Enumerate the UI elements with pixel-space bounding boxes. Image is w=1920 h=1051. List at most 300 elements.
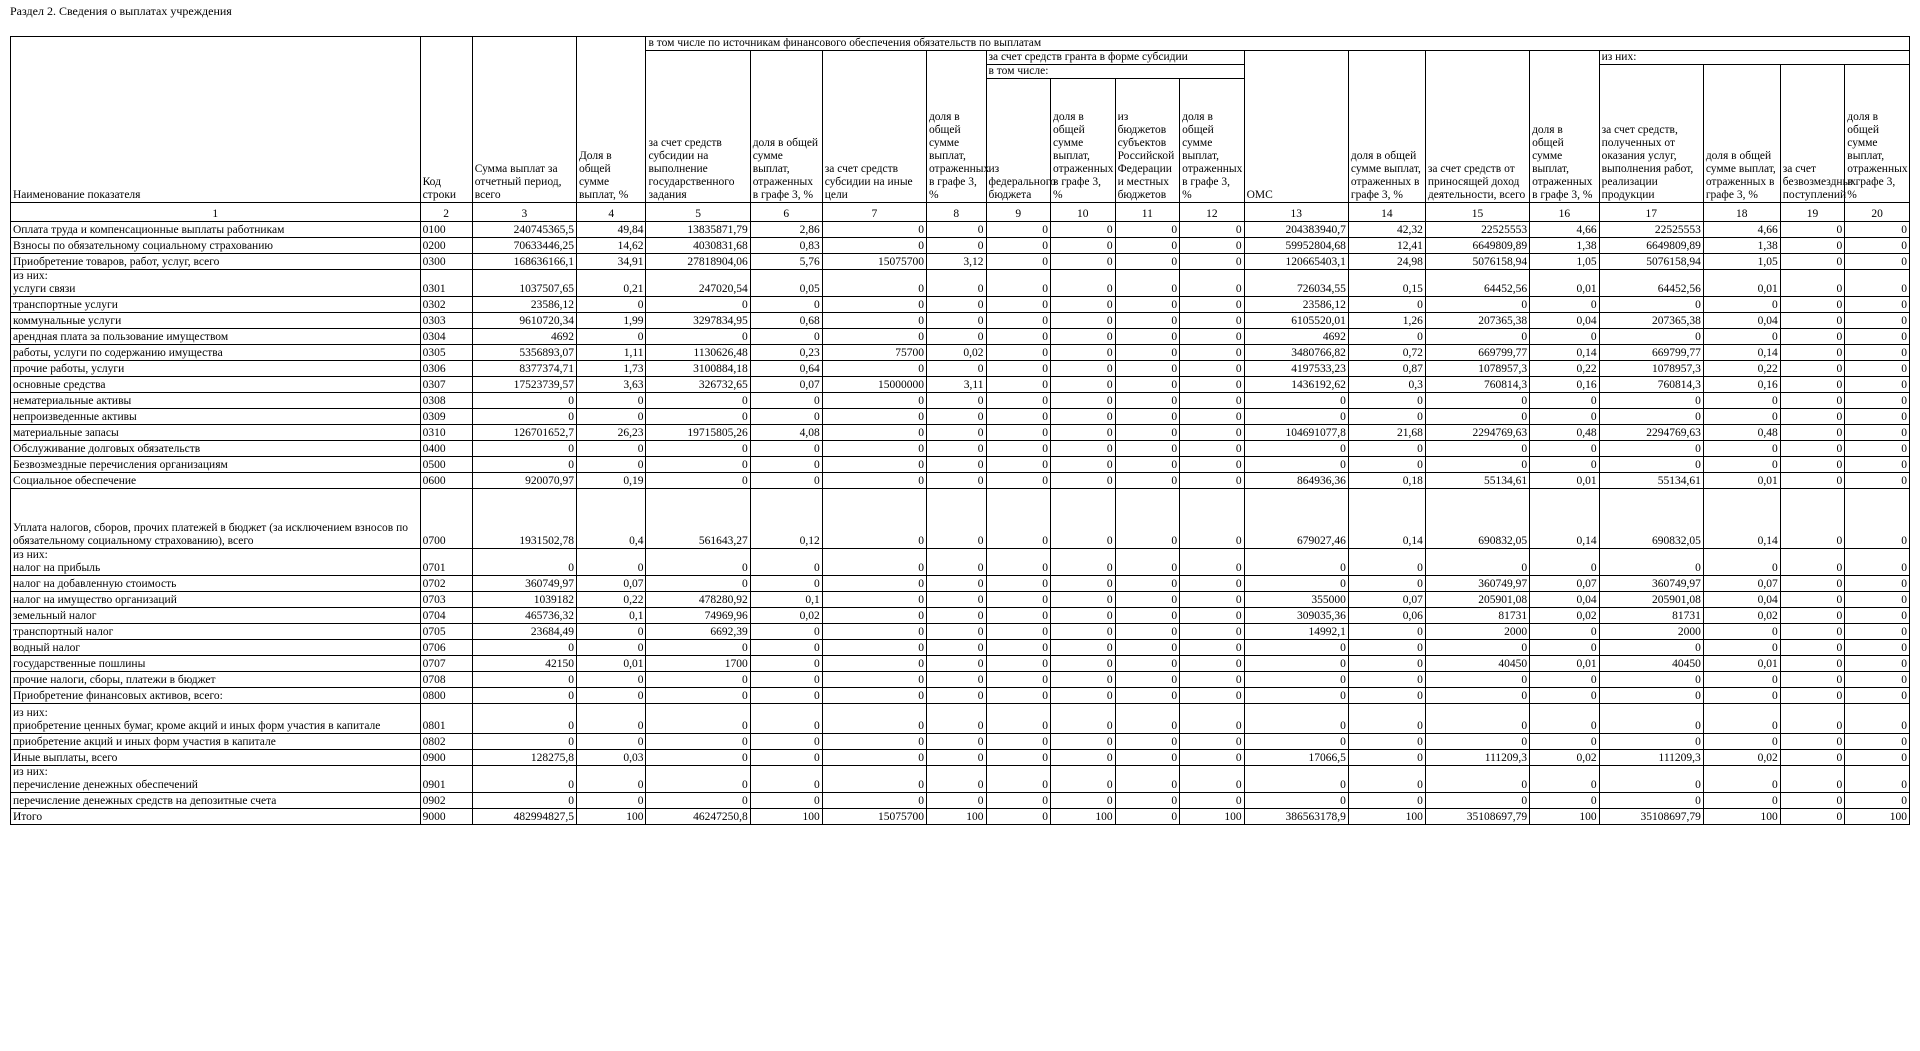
cell-col-13: 0 xyxy=(1244,640,1348,656)
row-name xyxy=(11,608,421,624)
cell-col-9: 0 xyxy=(986,329,1051,345)
cell-col-15: 1078957,3 xyxy=(1425,361,1529,377)
cell-col-4: 100 xyxy=(576,809,646,825)
cell-col-12: 0 xyxy=(1180,297,1245,313)
cell-col-4: 1,99 xyxy=(576,313,646,329)
cell-col-6: 0 xyxy=(750,688,822,704)
cell-col-5: 0 xyxy=(646,793,750,809)
cell-col-12: 0 xyxy=(1180,576,1245,592)
cell-col-15: 81731 xyxy=(1425,608,1529,624)
table-row xyxy=(11,254,1910,270)
cell-col-20: 0 xyxy=(1845,704,1910,734)
cell-col-14: 0 xyxy=(1348,640,1425,656)
row-code: 0707 xyxy=(420,656,472,672)
cell-col-6: 0,02 xyxy=(750,608,822,624)
cell-col-19: 0 xyxy=(1780,576,1845,592)
cell-col-19: 0 xyxy=(1780,640,1845,656)
cell-col-17: 690832,05 xyxy=(1599,489,1703,549)
cell-col-20: 0 xyxy=(1845,313,1910,329)
row-label: приобретение акций и иных форм участия в капитале xyxy=(13,736,276,748)
cell-col-4: 0 xyxy=(576,793,646,809)
cell-col-15: 360749,97 xyxy=(1425,576,1529,592)
cell-col-4: 0 xyxy=(576,734,646,750)
cell-col-4: 0 xyxy=(576,704,646,734)
row-name xyxy=(11,345,421,361)
cell-col-8: 0 xyxy=(926,672,986,688)
cell-col-14: 0 xyxy=(1348,297,1425,313)
cell-col-16: 0 xyxy=(1530,624,1600,640)
cell-col-9: 0 xyxy=(986,270,1051,297)
row-name xyxy=(11,238,421,254)
cell-col-8: 0 xyxy=(926,238,986,254)
cell-col-15: 0 xyxy=(1425,793,1529,809)
cell-col-5: 74969,96 xyxy=(646,608,750,624)
header-code: Код строки xyxy=(420,37,472,203)
cell-col-10: 0 xyxy=(1051,254,1116,270)
cell-col-8: 0 xyxy=(926,750,986,766)
cell-col-16: 0,01 xyxy=(1530,656,1600,672)
cell-col-17: 5076158,94 xyxy=(1599,254,1703,270)
cell-col-15: 207365,38 xyxy=(1425,313,1529,329)
cell-col-18: 0,01 xyxy=(1703,270,1780,297)
cell-col-15: 0 xyxy=(1425,734,1529,750)
cell-col-8: 0 xyxy=(926,549,986,576)
cell-col-19: 0 xyxy=(1780,425,1845,441)
cell-col-14: 0 xyxy=(1348,734,1425,750)
cell-col-7: 0 xyxy=(822,576,926,592)
cell-col-15: 2294769,63 xyxy=(1425,425,1529,441)
table-row xyxy=(11,592,1910,608)
cell-col-5: 1700 xyxy=(646,656,750,672)
cell-col-11: 0 xyxy=(1115,809,1180,825)
cell-col-6: 0,05 xyxy=(750,270,822,297)
cell-col-20: 0 xyxy=(1845,672,1910,688)
row-code: 0705 xyxy=(420,624,472,640)
cell-col-19: 0 xyxy=(1780,441,1845,457)
table-row xyxy=(11,809,1910,825)
cell-col-20: 0 xyxy=(1845,592,1910,608)
cell-col-20: 0 xyxy=(1845,297,1910,313)
cell-col-7: 0 xyxy=(822,329,926,345)
cell-col-15: 0 xyxy=(1425,441,1529,457)
cell-col-17: 669799,77 xyxy=(1599,345,1703,361)
header-grant: за счет средств гранта в форме субсидии xyxy=(986,51,1244,65)
row-label: прочие налоги, сборы, платежи в бюджет xyxy=(13,674,216,686)
cell-col-6: 4,08 xyxy=(750,425,822,441)
cell-col-15: 0 xyxy=(1425,409,1529,425)
cell-col-3: 0 xyxy=(472,766,576,793)
cell-col-17: 0 xyxy=(1599,457,1703,473)
cell-col-11: 0 xyxy=(1115,750,1180,766)
cell-col-13: 0 xyxy=(1244,409,1348,425)
cell-col-12: 0 xyxy=(1180,457,1245,473)
cell-col-20: 0 xyxy=(1845,361,1910,377)
cell-col-12: 0 xyxy=(1180,329,1245,345)
cell-col-11: 0 xyxy=(1115,441,1180,457)
cell-col-8: 0 xyxy=(926,409,986,425)
cell-col-19: 0 xyxy=(1780,489,1845,549)
cell-col-16: 0,01 xyxy=(1530,473,1600,489)
cell-col-7: 0 xyxy=(822,361,926,377)
table-row xyxy=(11,549,1910,576)
table-row xyxy=(11,441,1910,457)
cell-col-17: 0 xyxy=(1599,688,1703,704)
cell-col-10: 0 xyxy=(1051,489,1116,549)
column-number: 17 xyxy=(1599,203,1703,222)
cell-col-7: 0 xyxy=(822,441,926,457)
cell-col-3: 920070,97 xyxy=(472,473,576,489)
cell-col-14: 0,3 xyxy=(1348,377,1425,393)
cell-col-11: 0 xyxy=(1115,345,1180,361)
cell-col-13: 0 xyxy=(1244,672,1348,688)
cell-col-18: 0,22 xyxy=(1703,361,1780,377)
cell-col-6: 0 xyxy=(750,409,822,425)
cell-col-11: 0 xyxy=(1115,313,1180,329)
cell-col-14: 0 xyxy=(1348,624,1425,640)
cell-col-5: 0 xyxy=(646,473,750,489)
cell-col-6: 0 xyxy=(750,750,822,766)
cell-col-20: 0 xyxy=(1845,793,1910,809)
cell-col-18: 0,16 xyxy=(1703,377,1780,393)
cell-col-18: 0,14 xyxy=(1703,489,1780,549)
cell-col-16: 0,14 xyxy=(1530,345,1600,361)
cell-col-10: 0 xyxy=(1051,793,1116,809)
cell-col-16: 0 xyxy=(1530,704,1600,734)
cell-col-9: 0 xyxy=(986,425,1051,441)
row-name xyxy=(11,270,421,297)
table-row xyxy=(11,672,1910,688)
cell-col-18: 0,48 xyxy=(1703,425,1780,441)
cell-col-17: 0 xyxy=(1599,704,1703,734)
column-number: 10 xyxy=(1051,203,1116,222)
row-code: 9000 xyxy=(420,809,472,825)
cell-col-3: 8377374,71 xyxy=(472,361,576,377)
cell-col-18: 0 xyxy=(1703,734,1780,750)
cell-col-12: 0 xyxy=(1180,672,1245,688)
cell-col-18: 0 xyxy=(1703,640,1780,656)
header-name: Наименование показателя xyxy=(11,37,421,203)
cell-col-5: 0 xyxy=(646,297,750,313)
cell-col-15: 690832,05 xyxy=(1425,489,1529,549)
cell-col-12: 0 xyxy=(1180,640,1245,656)
row-name xyxy=(11,793,421,809)
header-share-8: доля в общей сумме выплат, отраженных в графе 3, % xyxy=(926,51,986,203)
cell-col-18: 0 xyxy=(1703,704,1780,734)
cell-col-13: 204383940,7 xyxy=(1244,222,1348,238)
cell-col-8: 0 xyxy=(926,624,986,640)
cell-col-13: 0 xyxy=(1244,549,1348,576)
row-code: 0303 xyxy=(420,313,472,329)
cell-col-18: 0 xyxy=(1703,672,1780,688)
cell-col-13: 4197533,23 xyxy=(1244,361,1348,377)
cell-col-17: 205901,08 xyxy=(1599,592,1703,608)
cell-col-11: 0 xyxy=(1115,238,1180,254)
row-code: 0701 xyxy=(420,549,472,576)
table-row xyxy=(11,473,1910,489)
cell-col-6: 0 xyxy=(750,549,822,576)
cell-col-5: 561643,27 xyxy=(646,489,750,549)
row-name xyxy=(11,222,421,238)
header-free: за счет безвозмездных поступлений xyxy=(1780,65,1845,203)
row-label: прочие работы, услуги xyxy=(13,363,125,375)
table-row xyxy=(11,608,1910,624)
row-name xyxy=(11,734,421,750)
cell-col-15: 0 xyxy=(1425,672,1529,688)
cell-col-10: 0 xyxy=(1051,457,1116,473)
cell-col-9: 0 xyxy=(986,688,1051,704)
row-code: 0708 xyxy=(420,672,472,688)
cell-col-18: 0 xyxy=(1703,688,1780,704)
cell-col-3: 1039182 xyxy=(472,592,576,608)
cell-col-7: 15000000 xyxy=(822,377,926,393)
cell-col-14: 42,32 xyxy=(1348,222,1425,238)
cell-col-3: 0 xyxy=(472,441,576,457)
cell-col-17: 64452,56 xyxy=(1599,270,1703,297)
cell-col-11: 0 xyxy=(1115,656,1180,672)
table-row xyxy=(11,457,1910,473)
cell-col-11: 0 xyxy=(1115,640,1180,656)
cell-col-19: 0 xyxy=(1780,222,1845,238)
cell-col-15: 64452,56 xyxy=(1425,270,1529,297)
cell-col-3: 0 xyxy=(472,393,576,409)
cell-col-12: 0 xyxy=(1180,361,1245,377)
cell-col-18: 0 xyxy=(1703,409,1780,425)
cell-col-13: 0 xyxy=(1244,704,1348,734)
row-label: материальные запасы xyxy=(13,427,119,439)
cell-col-6: 0 xyxy=(750,624,822,640)
cell-col-5: 46247250,8 xyxy=(646,809,750,825)
cell-col-15: 0 xyxy=(1425,393,1529,409)
cell-col-13: 0 xyxy=(1244,576,1348,592)
cell-col-20: 0 xyxy=(1845,238,1910,254)
cell-col-9: 0 xyxy=(986,640,1051,656)
row-name xyxy=(11,313,421,329)
cell-col-5: 0 xyxy=(646,766,750,793)
cell-col-3: 360749,97 xyxy=(472,576,576,592)
cell-col-4: 0 xyxy=(576,297,646,313)
row-name xyxy=(11,592,421,608)
cell-col-14: 0 xyxy=(1348,688,1425,704)
cell-col-17: 0 xyxy=(1599,409,1703,425)
cell-col-12: 0 xyxy=(1180,425,1245,441)
cell-col-4: 0 xyxy=(576,549,646,576)
cell-col-18: 1,05 xyxy=(1703,254,1780,270)
column-number: 14 xyxy=(1348,203,1425,222)
cell-col-4: 0,22 xyxy=(576,592,646,608)
cell-col-10: 0 xyxy=(1051,345,1116,361)
row-name xyxy=(11,688,421,704)
cell-col-3: 240745365,5 xyxy=(472,222,576,238)
cell-col-5: 4030831,68 xyxy=(646,238,750,254)
column-number: 6 xyxy=(750,203,822,222)
cell-col-14: 0 xyxy=(1348,656,1425,672)
row-label: земельный налог xyxy=(13,610,97,622)
row-name xyxy=(11,409,421,425)
cell-col-7: 0 xyxy=(822,624,926,640)
cell-col-8: 0 xyxy=(926,608,986,624)
cell-col-7: 0 xyxy=(822,473,926,489)
cell-col-19: 0 xyxy=(1780,254,1845,270)
cell-col-6: 0 xyxy=(750,766,822,793)
cell-col-8: 0 xyxy=(926,270,986,297)
cell-col-12: 0 xyxy=(1180,441,1245,457)
cell-col-14: 0 xyxy=(1348,576,1425,592)
cell-col-3: 128275,8 xyxy=(472,750,576,766)
table-row xyxy=(11,222,1910,238)
cell-col-4: 1,11 xyxy=(576,345,646,361)
cell-col-18: 0 xyxy=(1703,793,1780,809)
row-label: непроизведенные активы xyxy=(13,411,137,423)
cell-col-7: 0 xyxy=(822,734,926,750)
table-body xyxy=(11,222,1910,825)
cell-col-3: 0 xyxy=(472,409,576,425)
cell-col-15: 5076158,94 xyxy=(1425,254,1529,270)
cell-col-7: 15075700 xyxy=(822,254,926,270)
row-code: 0900 xyxy=(420,750,472,766)
cell-col-8: 0 xyxy=(926,473,986,489)
cell-col-8: 100 xyxy=(926,809,986,825)
cell-col-5: 0 xyxy=(646,329,750,345)
row-label: Итого xyxy=(13,811,43,823)
header-share-16: доля в общей сумме выплат, отраженных в графе 3, % xyxy=(1530,51,1600,203)
cell-col-9: 0 xyxy=(986,409,1051,425)
header-from-federal: из федерального бюджета xyxy=(986,79,1051,203)
cell-col-13: 59952804,68 xyxy=(1244,238,1348,254)
row-code: 0902 xyxy=(420,793,472,809)
cell-col-6: 0 xyxy=(750,441,822,457)
cell-col-9: 0 xyxy=(986,457,1051,473)
cell-col-5: 3297834,95 xyxy=(646,313,750,329)
row-code: 0307 xyxy=(420,377,472,393)
table-row xyxy=(11,345,1910,361)
cell-col-15: 0 xyxy=(1425,457,1529,473)
cell-col-3: 23684,49 xyxy=(472,624,576,640)
cell-col-18: 0 xyxy=(1703,457,1780,473)
cell-col-15: 0 xyxy=(1425,549,1529,576)
row-label: приобретение ценных бумаг, кроме акций и иных форм участия в капитале xyxy=(13,720,381,732)
cell-col-4: 0 xyxy=(576,329,646,345)
cell-col-16: 0,01 xyxy=(1530,270,1600,297)
cell-col-14: 0,14 xyxy=(1348,489,1425,549)
cell-col-18: 0,02 xyxy=(1703,608,1780,624)
cell-col-18: 0 xyxy=(1703,329,1780,345)
cell-col-15: 0 xyxy=(1425,640,1529,656)
cell-col-6: 0,68 xyxy=(750,313,822,329)
cell-col-20: 0 xyxy=(1845,549,1910,576)
cell-col-20: 0 xyxy=(1845,393,1910,409)
cell-col-17: 0 xyxy=(1599,329,1703,345)
cell-col-20: 0 xyxy=(1845,345,1910,361)
cell-col-3: 126701652,7 xyxy=(472,425,576,441)
table-row xyxy=(11,377,1910,393)
cell-col-12: 0 xyxy=(1180,793,1245,809)
cell-col-10: 0 xyxy=(1051,361,1116,377)
cell-col-18: 0 xyxy=(1703,393,1780,409)
cell-col-7: 0 xyxy=(822,592,926,608)
cell-col-17: 0 xyxy=(1599,393,1703,409)
header-from-regional: из бюджетов субъектов Российской Федерации и местных бюджетов xyxy=(1115,79,1180,203)
cell-col-7: 0 xyxy=(822,297,926,313)
row-label: перечисление денежных средств на депозитные счета xyxy=(13,795,277,807)
column-number: 15 xyxy=(1425,203,1529,222)
cell-col-7: 0 xyxy=(822,393,926,409)
row-name xyxy=(11,254,421,270)
cell-col-13: 0 xyxy=(1244,766,1348,793)
cell-col-4: 0 xyxy=(576,640,646,656)
cell-col-15: 0 xyxy=(1425,329,1529,345)
row-name xyxy=(11,704,421,734)
cell-col-11: 0 xyxy=(1115,549,1180,576)
cell-col-12: 0 xyxy=(1180,656,1245,672)
cell-col-12: 0 xyxy=(1180,608,1245,624)
cell-col-13: 0 xyxy=(1244,656,1348,672)
cell-col-12: 100 xyxy=(1180,809,1245,825)
cell-col-8: 0 xyxy=(926,222,986,238)
cell-col-8: 0 xyxy=(926,425,986,441)
row-label: налог на имущество организаций xyxy=(13,594,177,606)
cell-col-6: 0 xyxy=(750,393,822,409)
row-code: 0302 xyxy=(420,297,472,313)
cell-col-20: 0 xyxy=(1845,656,1910,672)
row-code: 0310 xyxy=(420,425,472,441)
cell-col-13: 0 xyxy=(1244,793,1348,809)
cell-col-13: 679027,46 xyxy=(1244,489,1348,549)
cell-col-13: 726034,55 xyxy=(1244,270,1348,297)
cell-col-3: 0 xyxy=(472,688,576,704)
cell-col-17: 111209,3 xyxy=(1599,750,1703,766)
cell-col-14: 0 xyxy=(1348,549,1425,576)
cell-col-11: 0 xyxy=(1115,624,1180,640)
cell-col-17: 81731 xyxy=(1599,608,1703,624)
cell-col-5: 0 xyxy=(646,640,750,656)
cell-col-13: 386563178,9 xyxy=(1244,809,1348,825)
cell-col-9: 0 xyxy=(986,222,1051,238)
cell-col-8: 0 xyxy=(926,489,986,549)
column-number: 20 xyxy=(1845,203,1910,222)
header-share-18: доля в общей сумме выплат, отраженных в графе 3, % xyxy=(1703,65,1780,203)
cell-col-8: 0 xyxy=(926,441,986,457)
row-label: налог на добавленную стоимость xyxy=(13,578,177,590)
cell-col-15: 111209,3 xyxy=(1425,750,1529,766)
cell-col-20: 0 xyxy=(1845,329,1910,345)
cell-col-13: 4692 xyxy=(1244,329,1348,345)
cell-col-12: 0 xyxy=(1180,393,1245,409)
cell-col-16: 0 xyxy=(1530,457,1600,473)
cell-col-10: 0 xyxy=(1051,270,1116,297)
cell-col-9: 0 xyxy=(986,656,1051,672)
cell-col-18: 0,02 xyxy=(1703,750,1780,766)
header-services: за счет средств, полученных от оказания услуг, выполнения работ, реализации продукции xyxy=(1599,65,1703,203)
cell-col-4: 1,73 xyxy=(576,361,646,377)
row-name xyxy=(11,377,421,393)
cell-col-5: 0 xyxy=(646,672,750,688)
cell-col-18: 100 xyxy=(1703,809,1780,825)
cell-col-16: 0,04 xyxy=(1530,592,1600,608)
row-name xyxy=(11,425,421,441)
cell-col-14: 0,72 xyxy=(1348,345,1425,361)
section-title: Раздел 2. Сведения о выплатах учреждения xyxy=(10,4,232,18)
column-number: 11 xyxy=(1115,203,1180,222)
table-row xyxy=(11,313,1910,329)
row-name xyxy=(11,656,421,672)
cell-col-4: 0 xyxy=(576,766,646,793)
cell-col-11: 0 xyxy=(1115,377,1180,393)
row-code: 0500 xyxy=(420,457,472,473)
cell-col-18: 0,04 xyxy=(1703,592,1780,608)
cell-col-12: 0 xyxy=(1180,592,1245,608)
row-code: 0801 xyxy=(420,704,472,734)
cell-col-4: 49,84 xyxy=(576,222,646,238)
